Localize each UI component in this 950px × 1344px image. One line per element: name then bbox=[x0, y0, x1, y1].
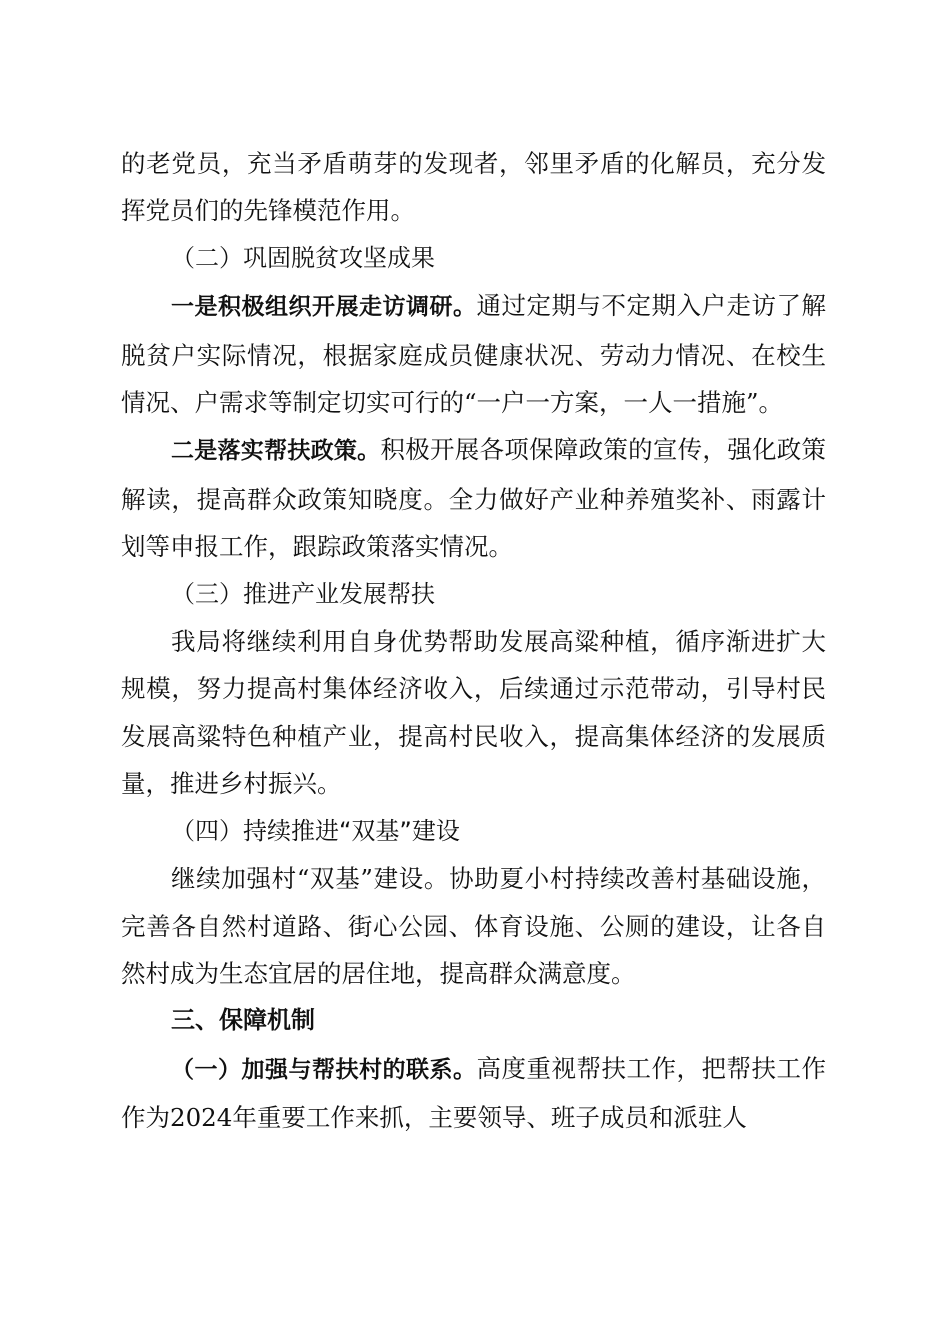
document-page bbox=[121, 140, 826, 1142]
lead-visits: 一是积极组织开展走访调研。 bbox=[171, 294, 477, 321]
lead-contact: （一）加强与帮扶村的联系。 bbox=[171, 1056, 477, 1083]
heading-safeguard-mechanism: 三、保障机制 bbox=[171, 1006, 315, 1035]
paragraph-visits bbox=[121, 282, 826, 426]
paragraph-infrastructure: 继续加强村“双基”建设。协助夏小村持续改善村基础设施，完善各自然村道路、街心公园、体育设施、公厕的建设，让各自然村成为生态宜居的居住地，提高群众满意度。 bbox=[121, 864, 826, 988]
body-visits: 通过定期与不定期入户走访了解脱贫户实际情况，根据家庭成员健康状况、劳动力情况、在校生情况、户需求等制定切实可行的“一户一方案，一人一措施”。 bbox=[121, 291, 826, 418]
heading-industry-development: （三）推进产业发展帮扶 bbox=[171, 579, 435, 608]
heading-consolidate-poverty-alleviation: （二）巩固脱贫攻坚成果 bbox=[171, 243, 435, 272]
lead-policies: 二是落实帮扶政策。 bbox=[171, 438, 381, 465]
body-contact: 高度重视帮扶工作，把帮扶工作作为2024年重要工作来抓，主要领导、班子成员和派驻人 bbox=[121, 1053, 826, 1133]
paragraph-party-members: 的老党员，充当矛盾萌芽的发现者，邻里矛盾的化解员，充分发挥党员们的先锋模范作用。 bbox=[121, 149, 826, 226]
body-policies: 积极开展各项保障政策的宣传，强化政策解读，提高群众政策知晓度。全力做好产业种养殖奖补、雨露计划等申报工作，跟踪政策落实情况。 bbox=[121, 435, 827, 562]
paragraph-contact bbox=[121, 1045, 826, 1142]
heading-double-foundation: （四）持续推进“双基”建设 bbox=[171, 816, 460, 845]
paragraph-policies bbox=[121, 426, 826, 570]
paragraph-sorghum: 我局将继续利用自身优势帮助发展高粱种植，循序渐进扩大规模，努力提高村集体经济收入，后续通过示范带动，引导村民发展高粱特色种植产业，提高村民收入，提高集体经济的发展质量，推进乡村振兴。 bbox=[121, 627, 826, 799]
